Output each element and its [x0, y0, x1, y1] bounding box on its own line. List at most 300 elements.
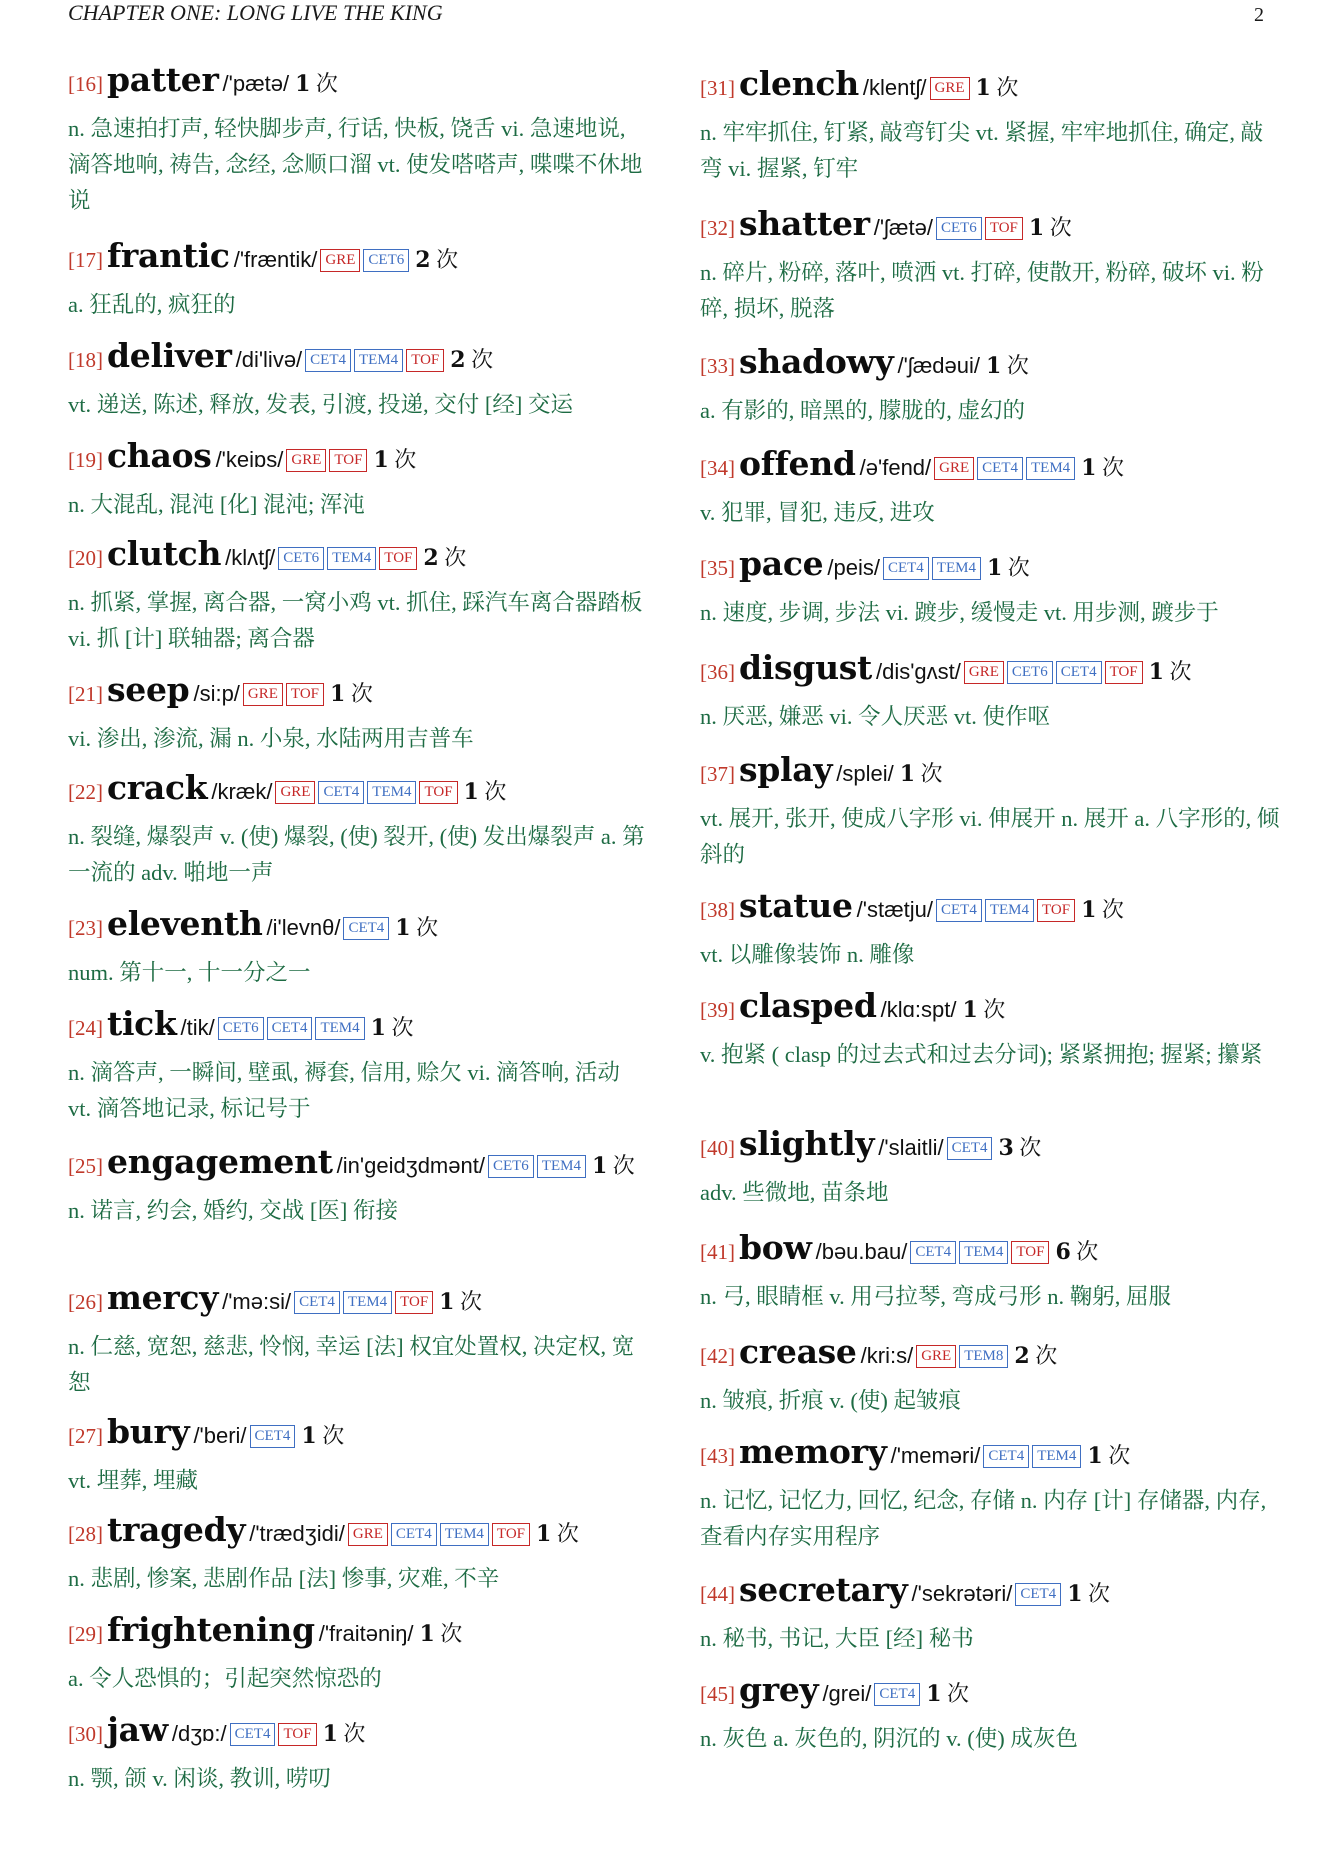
vocab-entry — [700, 1570, 1280, 1657]
definition: vt. 递送, 陈述, 释放, 发表, 引渡, 投递, 交付 [经] 交运 — [68, 392, 573, 417]
headword: secretary — [739, 1570, 908, 1609]
phonetic: /dʒɒ:/ — [171, 1721, 227, 1746]
count-number: 1 — [962, 997, 978, 1023]
definition: v. 抱紧 ( clasp 的过去式和过去分词); 紧紧拥抱; 握紧; 攥紧 — [700, 1042, 1263, 1067]
entry-number: [42] — [700, 1344, 735, 1368]
occurrence-count — [1055, 1239, 1098, 1264]
entry-headline — [68, 768, 646, 815]
exam-tag: TEM4 — [932, 557, 981, 580]
occurrence-count — [464, 779, 507, 804]
entry-headline — [68, 336, 646, 383]
page-number: 2 — [1254, 4, 1264, 26]
phonetic: /'ʃætə/ — [873, 215, 933, 240]
headword: clasped — [739, 986, 877, 1025]
definition: n. 厌恶, 嫌恶 vi. 令人厌恶 vt. 使作呕 — [700, 704, 1051, 729]
entry-headline — [68, 1510, 646, 1557]
count-unit: 次 — [1035, 1343, 1058, 1368]
count-unit: 次 — [983, 997, 1006, 1022]
definition: n. 弓, 眼睛框 v. 用弓拉琴, 弯成弓形 n. 鞠躬, 屈服 — [700, 1284, 1172, 1309]
exam-tag: TOF — [1037, 899, 1075, 922]
occurrence-count — [1087, 1443, 1130, 1468]
vocab-entry — [700, 1432, 1280, 1555]
exam-tag: CET6 — [936, 217, 982, 240]
vocab-entry — [700, 444, 1280, 531]
exam-tag: CET4 — [947, 1137, 993, 1160]
count-number: 1 — [1148, 659, 1164, 685]
occurrence-count — [450, 347, 493, 372]
chapter-title: CHAPTER ONE: LONG LIVE THE KING — [68, 0, 443, 25]
phonetic: /klɑ:spt/ — [880, 997, 957, 1022]
count-number: 1 — [322, 1721, 338, 1747]
exam-tag: CET6 — [488, 1155, 534, 1178]
exam-tag: TOF — [492, 1523, 530, 1546]
phonetic: /'trædʒidi/ — [249, 1521, 345, 1546]
exam-tag: GRE — [320, 249, 360, 272]
entry-headline — [700, 342, 1280, 389]
entry-headline — [700, 648, 1280, 695]
entry-number: [39] — [700, 998, 735, 1022]
entry-headline — [700, 886, 1280, 933]
definition: n. 悲剧, 惨案, 悲剧作品 [法] 惨事, 灾难, 不辛 — [68, 1566, 500, 1591]
occurrence-count — [323, 1721, 366, 1746]
vocab-entry — [700, 544, 1280, 631]
occurrence-count — [900, 761, 943, 786]
phonetic: /'mə:si/ — [222, 1289, 292, 1314]
count-number: 1 — [1067, 1581, 1083, 1607]
exam-tag: TEM8 — [959, 1345, 1008, 1368]
count-unit: 次 — [1019, 1135, 1042, 1160]
occurrence-count — [1014, 1343, 1057, 1368]
count-number: 1 — [899, 761, 916, 787]
exam-tag: TOF — [406, 349, 444, 372]
count-unit: 次 — [1049, 215, 1072, 240]
headword: crease — [739, 1332, 857, 1371]
entry-headline — [700, 64, 1280, 111]
definition: n. 仁慈, 宽恕, 慈悲, 怜悯, 幸运 [法] 权宜处置权, 决定权, 宽恕 — [68, 1334, 635, 1395]
occurrence-count — [962, 997, 1005, 1022]
count-unit: 次 — [322, 1423, 345, 1448]
count-unit: 次 — [459, 1289, 482, 1314]
exam-tag: CET6 — [1007, 661, 1053, 684]
count-number: 1 — [295, 71, 311, 97]
entry-number: [45] — [700, 1682, 735, 1706]
exam-tag: CET4 — [250, 1425, 296, 1448]
definition: n. 碎片, 粉碎, 落叶, 喷洒 vt. 打碎, 使散开, 粉碎, 破坏 vi. 粉碎, 损坏, 脱落 — [700, 260, 1264, 321]
entry-number: [40] — [700, 1136, 735, 1160]
exam-tag: CET4 — [305, 349, 351, 372]
headword: slightly — [739, 1124, 875, 1163]
entry-headline — [68, 60, 646, 107]
entry-headline — [700, 750, 1280, 797]
count-unit: 次 — [484, 779, 507, 804]
count-unit: 次 — [1088, 1581, 1111, 1606]
vocab-entry — [68, 1278, 646, 1401]
count-number: 2 — [450, 347, 466, 373]
vocab-entry — [700, 64, 1280, 187]
vocab-entry — [700, 1228, 1280, 1315]
count-unit: 次 — [394, 447, 417, 472]
count-number: 1 — [1081, 897, 1097, 923]
definition: a. 令人恐惧的；引起突然惊恐的 — [68, 1666, 382, 1691]
headword: frantic — [107, 236, 230, 275]
entry-headline — [700, 1432, 1280, 1479]
entry-number: [30] — [68, 1722, 103, 1746]
vocab-entry — [68, 534, 646, 657]
count-number: 1 — [926, 1681, 942, 1707]
headword: mercy — [107, 1278, 219, 1317]
count-unit: 次 — [350, 681, 373, 706]
exam-tag: CET4 — [874, 1683, 920, 1706]
definition: n. 记忆, 记忆力, 回忆, 纪念, 存储 n. 内存 [计] 存储器, 内存, 查看内存实用程序 — [700, 1488, 1267, 1549]
count-unit: 次 — [444, 545, 467, 570]
count-unit: 次 — [440, 1621, 463, 1646]
entry-headline — [68, 1710, 646, 1757]
count-number: 6 — [1055, 1239, 1071, 1265]
count-unit: 次 — [1101, 897, 1124, 922]
exam-tag: CET4 — [294, 1291, 340, 1314]
entry-number: [44] — [700, 1582, 735, 1606]
vocab-entry — [700, 886, 1280, 973]
headword: tragedy — [107, 1510, 246, 1549]
entry-number: [21] — [68, 682, 103, 706]
phonetic: /'ʃædəui/ — [897, 353, 980, 378]
occurrence-count — [926, 1681, 969, 1706]
headword: shatter — [739, 204, 870, 243]
exam-tag: TEM4 — [440, 1523, 489, 1546]
occurrence-count — [987, 555, 1030, 580]
occurrence-count — [439, 1289, 482, 1314]
occurrence-count — [1067, 1581, 1110, 1606]
entry-number: [18] — [68, 348, 103, 372]
exam-tag: TOF — [419, 781, 457, 804]
occurrence-count — [373, 447, 416, 472]
count-number: 1 — [536, 1521, 552, 1547]
exam-tag: GRE — [930, 77, 970, 100]
occurrence-count — [998, 1135, 1041, 1160]
headword: eleventh — [107, 904, 263, 943]
count-number: 1 — [1028, 215, 1045, 241]
definition: n. 牢牢抓住, 钉紧, 敲弯钉尖 vt. 紧握, 牢牢地抓住, 确定, 敲弯 vi. 握紧, 钉牢 — [700, 120, 1264, 181]
count-unit: 次 — [1006, 353, 1029, 378]
entry-number: [37] — [700, 762, 735, 786]
exam-tag: CET4 — [1015, 1583, 1061, 1606]
definition: n. 裂缝, 爆裂声 v. (使) 爆裂, (使) 裂开, (使) 发出爆裂声 a. 第一流的 adv. 啪地一声 — [68, 824, 645, 885]
exam-tag: GRE — [916, 1345, 956, 1368]
count-number: 1 — [986, 555, 1003, 581]
phonetic: /klentʃ/ — [862, 75, 927, 100]
entry-headline — [700, 1670, 1280, 1717]
exam-tag: CET4 — [977, 457, 1023, 480]
occurrence-count — [395, 915, 438, 940]
entry-headline — [68, 236, 646, 283]
entry-number: [17] — [68, 248, 103, 272]
headword: pace — [739, 544, 824, 583]
headword: jaw — [107, 1710, 168, 1749]
vocab-entry — [68, 1510, 646, 1597]
vocab-entry — [68, 1610, 646, 1697]
definition: n. 皱痕, 折痕 v. (使) 起皱痕 — [700, 1388, 962, 1413]
count-unit: 次 — [612, 1153, 635, 1178]
phonetic: /di'livə/ — [235, 347, 303, 372]
count-unit: 次 — [947, 1681, 970, 1706]
entry-number: [31] — [700, 76, 735, 100]
entry-headline — [68, 1142, 646, 1189]
phonetic: /dis'gʌst/ — [875, 659, 961, 684]
occurrence-count — [419, 1621, 462, 1646]
exam-tag: TOF — [329, 449, 367, 472]
vocab-entry — [700, 986, 1280, 1073]
count-number: 1 — [419, 1621, 435, 1647]
exam-tag: TEM4 — [1032, 1445, 1081, 1468]
count-number: 2 — [1014, 1343, 1030, 1369]
exam-tag: TOF — [1011, 1241, 1049, 1264]
exam-tag: CET4 — [343, 917, 389, 940]
occurrence-count — [1149, 659, 1192, 684]
entry-headline — [68, 1610, 646, 1657]
count-unit: 次 — [315, 71, 338, 96]
entry-number: [33] — [700, 354, 735, 378]
count-number: 1 — [986, 353, 1002, 379]
entry-number: [43] — [700, 1444, 735, 1468]
headword: crack — [107, 768, 208, 807]
phonetic: /tik/ — [180, 1015, 215, 1040]
entry-number: [25] — [68, 1154, 103, 1178]
count-number: 1 — [975, 75, 991, 101]
count-unit: 次 — [920, 761, 943, 786]
count-unit: 次 — [343, 1721, 366, 1746]
definition: a. 狂乱的, 疯狂的 — [68, 292, 236, 317]
exam-tag: TEM4 — [315, 1017, 364, 1040]
definition: n. 颚, 颌 v. 闲谈, 教训, 唠叨 — [68, 1766, 331, 1791]
entry-number: [26] — [68, 1290, 103, 1314]
exam-tag: GRE — [964, 661, 1004, 684]
exam-tag: TEM4 — [537, 1155, 586, 1178]
exam-tag: CET4 — [318, 781, 364, 804]
entry-number: [38] — [700, 898, 735, 922]
exam-tag: CET4 — [983, 1445, 1029, 1468]
vocab-entry — [68, 904, 646, 991]
count-unit: 次 — [391, 1015, 414, 1040]
headword: splay — [739, 750, 833, 789]
vocab-entry — [68, 768, 646, 891]
entry-headline — [700, 1124, 1280, 1171]
phonetic: /'slaitli/ — [878, 1135, 944, 1160]
definition: vt. 以雕像装饰 n. 雕像 — [700, 942, 915, 967]
vocab-entry — [700, 750, 1280, 873]
definition: n. 秘书, 书记, 大臣 [经] 秘书 — [700, 1626, 974, 1651]
count-number: 1 — [373, 447, 389, 473]
occurrence-count — [592, 1153, 635, 1178]
headword: offend — [739, 444, 856, 483]
entry-headline — [700, 1228, 1280, 1275]
headword: clutch — [107, 534, 222, 573]
phonetic: /grei/ — [822, 1681, 872, 1706]
count-number: 1 — [463, 779, 479, 805]
exam-tag: TEM4 — [343, 1291, 392, 1314]
headword: statue — [739, 886, 853, 925]
occurrence-count — [1081, 455, 1124, 480]
vocab-entry — [68, 436, 646, 523]
occurrence-count — [330, 681, 373, 706]
definition: n. 滴答声, 一瞬间, 壁虱, 褥套, 信用, 赊欠 vi. 滴答响, 活动 vt. 滴答地记录, 标记号于 — [68, 1060, 620, 1121]
headword: clench — [739, 64, 859, 103]
vocab-entry — [68, 670, 646, 757]
vocab-entry — [700, 1670, 1280, 1757]
exam-tag: TEM4 — [354, 349, 403, 372]
definition: n. 灰色 a. 灰色的, 阴沉的 v. (使) 成灰色 — [700, 1726, 1078, 1751]
vocab-entry — [700, 1332, 1280, 1419]
phonetic: /klʌtʃ/ — [225, 545, 276, 570]
phonetic: /peis/ — [827, 555, 880, 580]
headword: disgust — [739, 648, 872, 687]
definition: a. 有影的, 暗黑的, 朦胧的, 虚幻的 — [700, 398, 1025, 423]
vocab-entry — [68, 1142, 646, 1229]
entry-headline — [700, 444, 1280, 491]
entry-headline — [68, 436, 646, 483]
count-number: 1 — [330, 681, 346, 707]
exam-tag: TEM4 — [327, 547, 376, 570]
phonetic: /'meməri/ — [890, 1443, 981, 1468]
exam-tag: CET4 — [230, 1723, 276, 1746]
entry-number: [34] — [700, 456, 735, 480]
vocab-entry — [68, 1004, 646, 1127]
occurrence-count — [1029, 215, 1072, 240]
entry-number: [29] — [68, 1622, 103, 1646]
count-unit: 次 — [1101, 455, 1124, 480]
definition: vi. 渗出, 渗流, 漏 n. 小泉, 水陆两用吉普车 — [68, 726, 474, 751]
headword: memory — [739, 1432, 887, 1471]
count-unit: 次 — [996, 75, 1019, 100]
exam-tag: CET6 — [218, 1017, 264, 1040]
headword: frightening — [107, 1610, 315, 1649]
exam-tag: CET4 — [910, 1241, 956, 1264]
entry-number: [16] — [68, 72, 103, 96]
entry-headline — [68, 1412, 646, 1459]
count-number: 1 — [395, 915, 411, 941]
phonetic: /'beri/ — [193, 1423, 247, 1448]
occurrence-count — [976, 75, 1019, 100]
occurrence-count — [1081, 897, 1124, 922]
exam-tag: GRE — [348, 1523, 388, 1546]
entry-headline — [700, 986, 1280, 1033]
occurrence-count — [301, 1423, 344, 1448]
entry-number: [28] — [68, 1522, 103, 1546]
definition: vt. 展开, 张开, 使成八字形 vi. 伸展开 n. 展开 a. 八字形的, 倾斜的 — [700, 806, 1280, 867]
phonetic: /si:p/ — [193, 681, 240, 706]
exam-tag: TOF — [278, 1723, 316, 1746]
count-number: 3 — [998, 1135, 1014, 1161]
count-unit: 次 — [416, 915, 439, 940]
count-number: 1 — [301, 1423, 317, 1449]
entry-headline — [68, 1278, 646, 1325]
occurrence-count — [295, 71, 338, 96]
phonetic: /kri:s/ — [860, 1343, 914, 1368]
entry-number: [22] — [68, 780, 103, 804]
exam-tag: TOF — [379, 547, 417, 570]
count-number: 2 — [423, 545, 439, 571]
running-head — [68, 0, 1264, 30]
exam-tag: TOF — [985, 217, 1023, 240]
exam-tag: TOF — [1105, 661, 1143, 684]
entry-number: [19] — [68, 448, 103, 472]
headword: grey — [739, 1670, 819, 1709]
definition: n. 大混乱, 混沌 [化] 混沌; 浑沌 — [68, 492, 365, 517]
count-unit: 次 — [471, 347, 494, 372]
phonetic: /'stætju/ — [856, 897, 933, 922]
exam-tag: CET4 — [391, 1523, 437, 1546]
exam-tag: TEM4 — [959, 1241, 1008, 1264]
count-number: 1 — [439, 1289, 455, 1315]
entry-number: [32] — [700, 216, 735, 240]
phonetic: /bəu.bau/ — [815, 1239, 908, 1264]
exam-tag: CET6 — [363, 249, 409, 272]
headword: seep — [107, 670, 190, 709]
count-unit: 次 — [1169, 659, 1192, 684]
entry-number: [36] — [700, 660, 735, 684]
occurrence-count — [415, 247, 458, 272]
exam-tag: CET6 — [278, 547, 324, 570]
occurrence-count — [986, 353, 1029, 378]
headword: shadowy — [739, 342, 894, 381]
definition: num. 第十一, 十一分之一 — [68, 960, 311, 985]
exam-tag: GRE — [934, 457, 974, 480]
exam-tag: GRE — [243, 683, 283, 706]
vocab-entry — [68, 60, 646, 219]
phonetic: /'fraitəniŋ/ — [318, 1621, 414, 1646]
entry-headline — [68, 904, 646, 951]
entry-headline — [700, 204, 1280, 251]
definition: n. 速度, 步调, 步法 vi. 踱步, 缓慢走 vt. 用步测, 踱步于 — [700, 600, 1219, 625]
phonetic: /kræk/ — [211, 779, 273, 804]
count-unit: 次 — [556, 1521, 579, 1546]
vocab-entry — [700, 1124, 1280, 1211]
exam-tag: TOF — [395, 1291, 433, 1314]
vocab-entry — [700, 204, 1280, 327]
phonetic: /ə'fend/ — [859, 455, 932, 480]
definition: n. 抓紧, 掌握, 离合器, 一窝小鸡 vt. 抓住, 踩汽车离合器踏板 vi. 抓 [计] 联轴器; 离合器 — [68, 590, 643, 651]
occurrence-count — [371, 1015, 414, 1040]
entry-number: [41] — [700, 1240, 735, 1264]
definition: v. 犯罪, 冒犯, 违反, 进攻 — [700, 500, 935, 525]
exam-tag: TEM4 — [985, 899, 1034, 922]
count-unit: 次 — [1007, 555, 1030, 580]
count-number: 1 — [1087, 1443, 1103, 1469]
exam-tag: CET4 — [936, 899, 982, 922]
headword: bury — [107, 1412, 190, 1451]
entry-headline — [68, 534, 646, 581]
entry-number: [35] — [700, 556, 735, 580]
occurrence-count — [536, 1521, 579, 1546]
entry-headline — [700, 1570, 1280, 1617]
exam-tag: TOF — [286, 683, 324, 706]
count-unit: 次 — [1076, 1239, 1099, 1264]
headword: tick — [107, 1004, 177, 1043]
vocab-entry — [700, 648, 1280, 735]
vocab-entry — [68, 236, 646, 323]
vocab-entry — [68, 1710, 646, 1797]
vocab-entry — [700, 342, 1280, 429]
phonetic: /i'levnθ/ — [266, 915, 341, 940]
count-unit: 次 — [1108, 1443, 1131, 1468]
headword: patter — [107, 60, 219, 99]
definition: vt. 埋葬, 埋藏 — [68, 1468, 199, 1493]
phonetic: /'sekrətəri/ — [911, 1581, 1013, 1606]
entry-number: [27] — [68, 1424, 103, 1448]
definition: n. 急速拍打声, 轻快脚步声, 行话, 快板, 饶舌 vi. 急速地说, 滴答地响, 祷告, 念经, 念顺口溜 vt. 使发嗒嗒声, 喋喋不休地说 — [68, 116, 643, 213]
count-number: 1 — [1081, 455, 1097, 481]
exam-tag: GRE — [286, 449, 326, 472]
exam-tag: GRE — [275, 781, 315, 804]
